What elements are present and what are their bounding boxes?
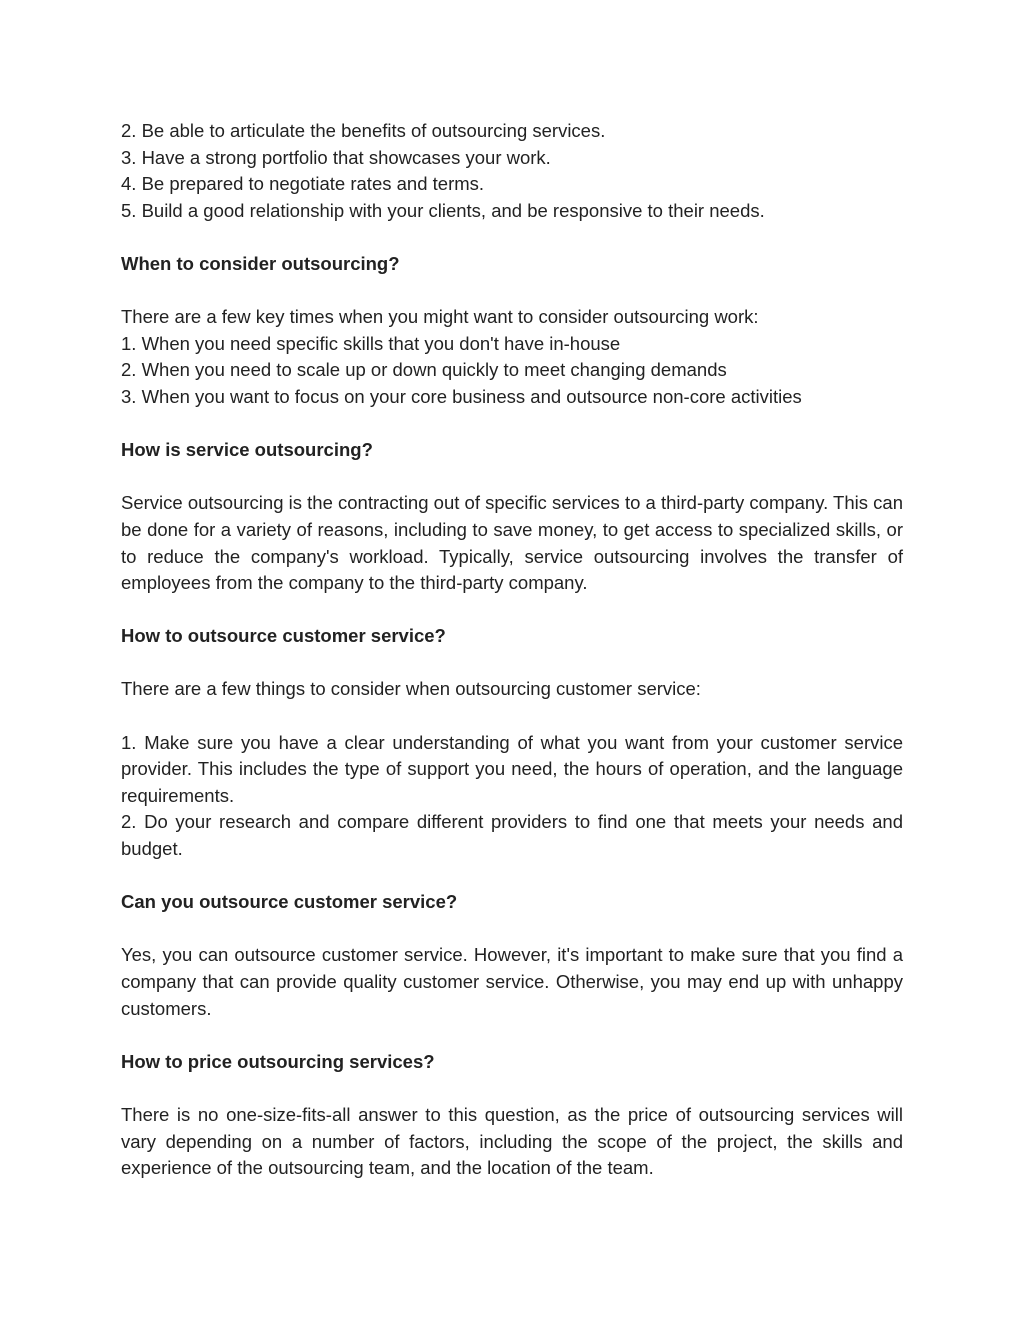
- list-item: 4. Be prepared to negotiate rates and terms.: [121, 173, 485, 195]
- section-lead: There are a few things to consider when outsourcing customer service:: [121, 678, 701, 700]
- list-item: 1. Make sure you have a clear understanding of what you want from your customer service provider. This includes the type of support you need, the hours of operation, and the language requirements.: [121, 731, 903, 806]
- section-how-to-price-outsourcing: [121, 1049, 903, 1182]
- section-heading: When to consider outsourcing?: [121, 252, 400, 274]
- section-body: Yes, you can outsource customer service. However, it's important to make sure that you find a company that can provide quality customer service. Otherwise, you may end up with unhappy customers.: [121, 944, 903, 1019]
- list-item: 5. Build a good relationship with your clients, and be responsive to their needs.: [121, 199, 765, 221]
- section-how-is-service-outsourcing: [121, 437, 903, 597]
- section-when-to-consider: [121, 251, 903, 411]
- list-item: 2. Be able to articulate the benefits of outsourcing services.: [121, 120, 606, 141]
- list-item: 2. Do your research and compare different providers to find one that meets your needs and budget.: [121, 811, 903, 860]
- section-can-you-outsource-customer-service: [121, 889, 903, 1022]
- section-heading: How to outsource customer service?: [121, 625, 446, 647]
- document-page: [121, 118, 903, 1182]
- list-item: 3. When you want to focus on your core business and outsource non-core activities: [121, 385, 802, 407]
- list-item: 3. Have a strong portfolio that showcases your work.: [121, 146, 551, 168]
- section-body: Service outsourcing is the contracting out of specific services to a third-party company. This can be done for a variety of reasons, including to save money, to get access to specialized skills, or to reduce the company's workload. Typically, service outsourcing involves the transfer of employees from the company to the third-party company.: [121, 492, 903, 594]
- section-body: There is no one-size-fits-all answer to this question, as the price of outsourcing services will vary depending on a number of factors, including the scope of the project, the skills and experience of the outsourcing team, and the location of the team.: [121, 1103, 903, 1179]
- section-heading: How to price outsourcing services?: [121, 1050, 435, 1072]
- intro-list: [121, 118, 903, 224]
- section-how-to-outsource-customer-service: [121, 623, 903, 862]
- section-heading: Can you outsource customer service?: [121, 891, 458, 913]
- list-item: 1. When you need specific skills that you don't have in-house: [121, 332, 621, 354]
- section-heading: How is service outsourcing?: [121, 439, 373, 461]
- list-item: 2. When you need to scale up or down quickly to meet changing demands: [121, 359, 727, 381]
- section-lead: There are a few key times when you might want to consider outsourcing work:: [121, 306, 759, 328]
